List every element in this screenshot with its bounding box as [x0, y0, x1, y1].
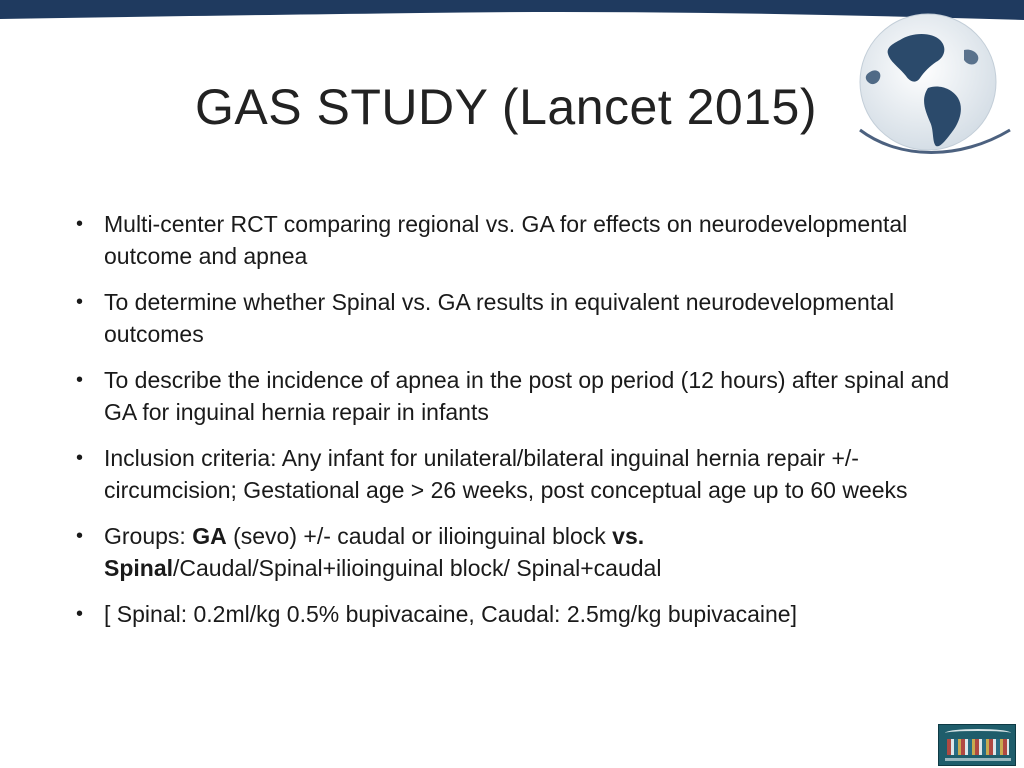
bullet-item [74, 208, 954, 272]
bullet-dot-icon: • [76, 447, 84, 469]
bullet-dot-icon: • [76, 213, 84, 235]
slide-title: GAS STUDY (Lancet 2015) [195, 79, 817, 135]
bullet-text: To determine whether Spinal vs. GA results in equivalent neurodevelopmental outcomes [104, 289, 895, 347]
bullet-text: (sevo) +/- caudal or ilioinguinal block [226, 523, 613, 549]
globe-americas-icon [840, 10, 1020, 160]
bullet-list [74, 208, 954, 644]
bullet-dot-icon: • [76, 369, 84, 391]
bullet-item [74, 598, 954, 630]
bullet-text-bold: GA [192, 523, 227, 549]
bullet-text: /Caudal/Spinal+ilioinguinal block/ Spinal+caudal [173, 555, 662, 581]
bullet-text: Multi-center RCT comparing regional vs. GA for effects on neurodevelopmental outcome and apnea [104, 211, 908, 269]
bullet-dot-icon: • [76, 603, 84, 625]
bullet-text: To describe the incidence of apnea in the post op period (12 hours) after spinal and GA for inguinal hernia repair in infants [104, 367, 950, 425]
society-logo-icon [938, 724, 1016, 766]
bullet-item [74, 520, 954, 584]
bullet-text-bold: vs. Spinal [104, 523, 645, 581]
bullet-text: Groups: [104, 523, 193, 549]
bullet-item [74, 286, 954, 350]
bullet-item [74, 442, 954, 506]
bullet-item [74, 364, 954, 428]
bullet-dot-icon: • [76, 291, 84, 313]
bullet-dot-icon: • [76, 525, 84, 547]
bullet-text: [ Spinal: 0.2ml/kg 0.5% bupivacaine, Caudal: 2.5mg/kg bupivacaine] [104, 601, 797, 627]
bullet-text: Inclusion criteria: Any infant for unilateral/bilateral inguinal hernia repair +/- circumcision; Gestational age > 26 weeks, post conceptual age up to 60 weeks [104, 445, 908, 503]
